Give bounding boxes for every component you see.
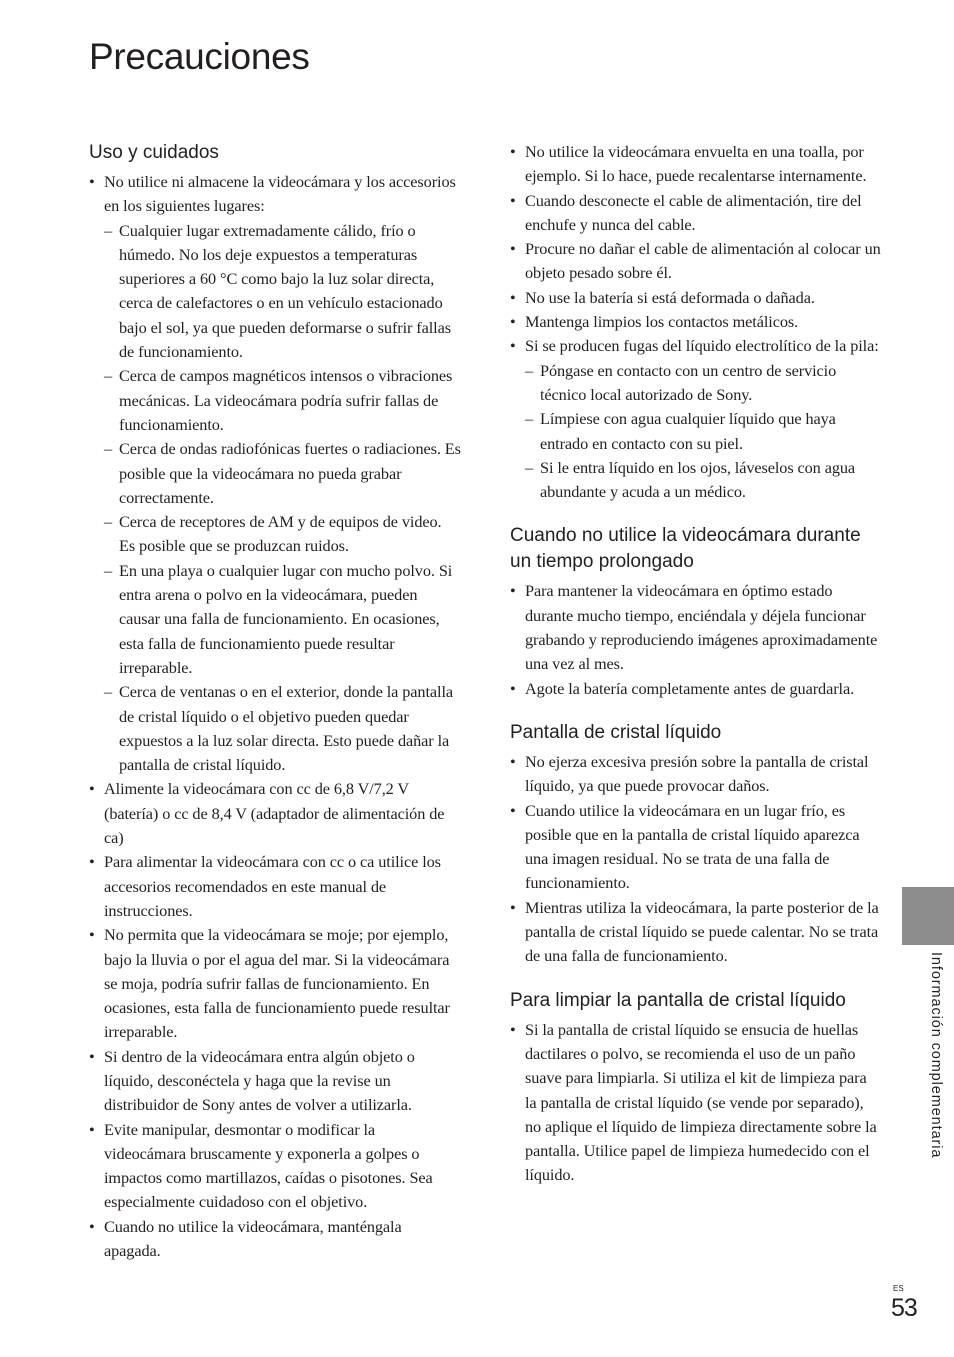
locations-sub-list (104, 219, 461, 778)
list-item: • Mientras utiliza la videocámara, la parte posterior de la pantalla de cristal líquido se puede calentar. No se trata de una falla de funcionamiento. (510, 896, 882, 969)
list-item: • Evite manipular, desmontar o modificar la videocámara bruscamente y exponerla a golpes o impactos como martillazos, caídas o pisotones. Sea especialmente cuidadoso con el objetivo. (89, 1118, 461, 1215)
language-code: ES (893, 1284, 904, 1293)
side-section-label: Información complementaria (928, 952, 944, 1159)
section-tab-marker (902, 887, 954, 945)
list-item (89, 170, 461, 777)
page-title: Precauciones (89, 36, 310, 77)
list-item: • No use la batería si está deformada o dañada. (510, 286, 882, 310)
lcd-screen-bullet-list (510, 750, 882, 969)
list-item: • No ejerza excesiva presión sobre la pantalla de cristal líquido, ya que puede provocar daños. (510, 750, 882, 799)
list-item: • Cuando utilice la videocámara en un lugar frío, es posible que en la pantalla de cristal líquido aparezca una imagen residual. No se trata de una falla de funcionamiento. (510, 799, 882, 896)
list-item: • Para mantener la videocámara en óptimo estado durante mucho tiempo, enciéndala y déjela funcionar grabando y reproduciendo imágenes aproximadamente una vez al mes. (510, 579, 882, 676)
list-item: • Cuando no utilice la videocámara, manténgala apagada. (89, 1215, 461, 1264)
list-item: • Para alimentar la videocámara con cc o ca utilice los accesorios recomendados en este manual de instrucciones. (89, 850, 461, 923)
list-item-text: Si se producen fugas del líquido electrolítico de la pila: (525, 336, 879, 356)
continued-bullet-list (510, 140, 882, 504)
sub-list-item: – Cualquier lugar extremadamente cálido, frío o húmedo. No los deje expuestos a temperaturas superiores a 60 °C como bajo la luz solar directa, cerca de calefactores o en un vehículo estacionado bajo el sol, ya que pueden deformarse o sufrir fallas de funcionamiento. (104, 219, 461, 365)
sub-list-item: – Cerca de ventanas o en el exterior, donde la pantalla de cristal líquido o el objetivo pueden quedar expuestos a la luz solar directa. Esto puede dañar la pantalla de cristal líquido. (104, 680, 461, 777)
page-number: 53 (891, 1294, 917, 1322)
list-item: • Si dentro de la videocámara entra algún objeto o líquido, desconéctela y haga que la revise un distribuidor de Sony antes de volver a utilizarla. (89, 1045, 461, 1118)
list-item: • No permita que la videocámara se moje; por ejemplo, bajo la lluvia o por el agua del mar. Si la videocámara se moja, podría sufrir fallas de funcionamiento. En ocasiones, esta falla de funcionamiento puede resultar irreparable. (89, 923, 461, 1044)
list-item: • Cuando desconecte el cable de alimentación, tire del enchufe y nunca del cable. (510, 189, 882, 238)
long-storage-bullet-list (510, 579, 882, 700)
sub-list-item: – Póngase en contacto con un centro de servicio técnico local autorizado de Sony. (525, 359, 882, 408)
right-column (510, 140, 882, 1188)
list-item (510, 334, 882, 504)
sub-list-item: – Cerca de receptores de AM y de equipos de video. Es posible que se produzcan ruidos. (104, 510, 461, 559)
list-item: • Alimente la videocámara con cc de 6,8 V/7,2 V (batería) o cc de 8,4 V (adaptador de alimentación de ca) (89, 777, 461, 850)
list-item: • Mantenga limpios los contactos metálicos. (510, 310, 882, 334)
uso-bullet-list (89, 170, 461, 1263)
sub-list-item: – Cerca de ondas radiofónicas fuertes o radiaciones. Es posible que la videocámara no pueda grabar correctamente. (104, 437, 461, 510)
electrolyte-sub-list (525, 359, 882, 505)
sub-list-item: – En una playa o cualquier lugar con mucho polvo. Si entra arena o polvo en la videocámara, pueden causar una falla de funcionamiento. En ocasiones, esta falla de funcionamiento puede resultar irreparable. (104, 559, 461, 680)
list-item: • No utilice la videocámara envuelta en una toalla, por ejemplo. Si lo hace, puede recalentarse internamente. (510, 140, 882, 189)
sub-list-item: – Límpiese con agua cualquier líquido que haya entrado en contacto con su piel. (525, 407, 882, 456)
list-item: • Agote la batería completamente antes de guardarla. (510, 677, 882, 701)
list-item: • Procure no dañar el cable de alimentación al colocar un objeto pesado sobre él. (510, 237, 882, 286)
section-heading-long-storage: Cuando no utilice la videocámara durante un tiempo prolongado (510, 525, 861, 573)
section-heading-lcd-cleaning: Para limpiar la pantalla de cristal líquido (510, 989, 846, 1011)
list-item-text: No utilice ni almacene la videocámara y los accesorios en los siguientes lugares: (104, 172, 456, 216)
left-column (89, 140, 461, 1263)
section-heading-lcd-screen: Pantalla de cristal líquido (510, 721, 722, 743)
lcd-cleaning-bullet-list (510, 1018, 882, 1188)
list-item: • Si la pantalla de cristal líquido se ensucia de huellas dactilares o polvo, se recomienda el uso de un paño suave para limpiarla. Si utiliza el kit de limpieza para la pantalla de cristal líquido (se vende por separado), no aplique el líquido de limpieza directamente sobre la pantalla. Utilice papel de limpieza humedecido con el líquido. (510, 1018, 882, 1188)
sub-list-item: – Cerca de campos magnéticos intensos o vibraciones mecánicas. La videocámara podría sufrir fallas de funcionamiento. (104, 364, 461, 437)
section-heading-uso-y-cuidados: Uso y cuidados (89, 142, 219, 163)
sub-list-item: – Si le entra líquido en los ojos, láveselos con agua abundante y acuda a un médico. (525, 456, 882, 505)
